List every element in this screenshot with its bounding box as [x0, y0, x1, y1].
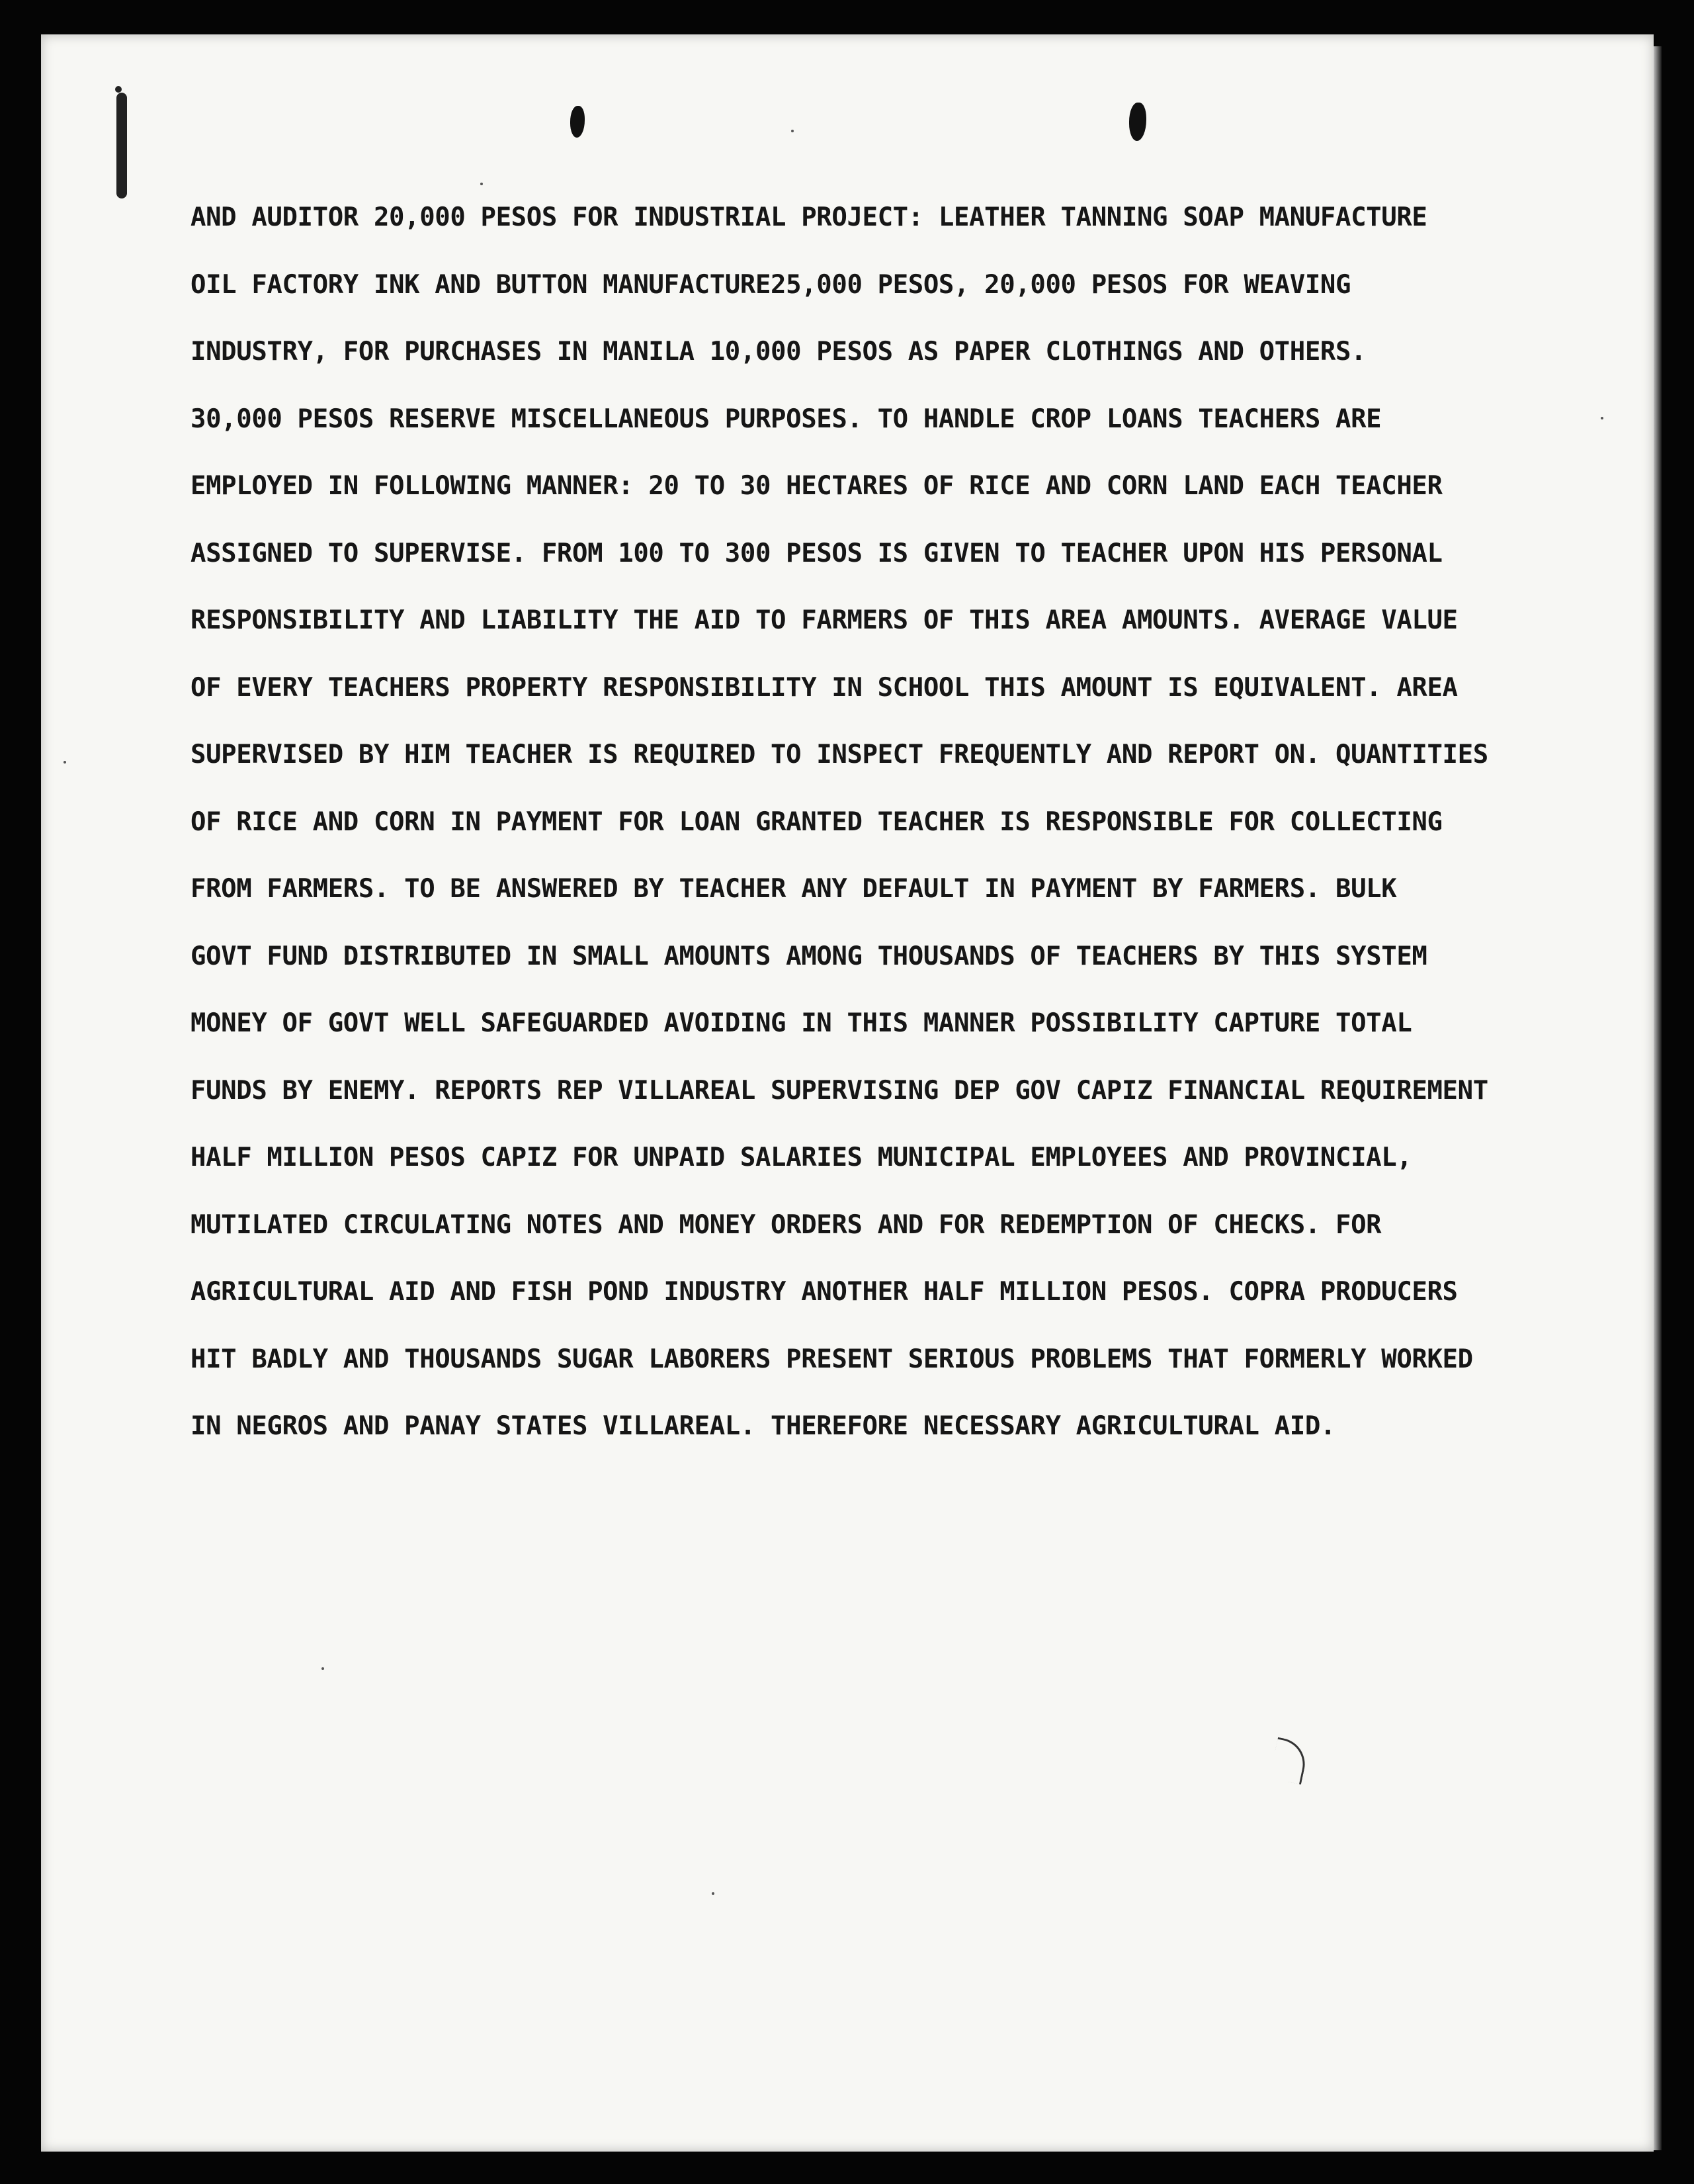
- text-line: MUTILATED CIRCULATING NOTES AND MONEY ORDERS AND FOR REDEMPTION OF CHECKS. FOR: [191, 1209, 1382, 1240]
- text-line: OF RICE AND CORN IN PAYMENT FOR LOAN GRANTED TEACHER IS RESPONSIBLE FOR COLLECTING: [191, 807, 1443, 837]
- text-line: AND AUDITOR 20,000 PESOS FOR INDUSTRIAL PROJECT: LEATHER TANNING SOAP MANUFACTURE: [191, 202, 1427, 232]
- paper-speck: [321, 1667, 324, 1670]
- text-line: ASSIGNED TO SUPERVISE. FROM 100 TO 300 PESOS IS GIVEN TO TEACHER UPON HIS PERSONAL: [191, 538, 1443, 568]
- text-line: RESPONSIBILITY AND LIABILITY THE AID TO FARMERS OF THIS AREA AMOUNTS. AVERAGE VALUE: [191, 605, 1458, 635]
- text-line: FUNDS BY ENEMY. REPORTS REP VILLAREAL SUPERVISING DEP GOV CAPIZ FINANCIAL REQUIREMENT: [191, 1075, 1488, 1106]
- text-line: OF EVERY TEACHERS PROPERTY RESPONSIBILITY IN SCHOOL THIS AMOUNT IS EQUIVALENT. AREA: [191, 672, 1458, 703]
- text-line: OIL FACTORY INK AND BUTTON MANUFACTURE25,000 PESOS, 20,000 PESOS FOR WEAVING: [191, 269, 1351, 300]
- typed-body-text: [191, 197, 1646, 1473]
- binder-clip-mark: [116, 93, 127, 198]
- binder-dot-mark: [115, 86, 122, 93]
- text-line: HIT BADLY AND THOUSANDS SUGAR LABORERS PRESENT SERIOUS PROBLEMS THAT FORMERLY WORKED: [191, 1344, 1473, 1374]
- text-line: INDUSTRY, FOR PURCHASES IN MANILA 10,000 PESOS AS PAPER CLOTHINGS AND OTHERS.: [191, 337, 1367, 367]
- text-line: HALF MILLION PESOS CAPIZ FOR UNPAID SALARIES MUNICIPAL EMPLOYEES AND PROVINCIAL,: [191, 1143, 1412, 1172]
- text-line: 30,000 PESOS RESERVE MISCELLANEOUS PURPOSES. TO HANDLE CROP LOANS TEACHERS ARE: [191, 404, 1382, 434]
- paper-speck: [64, 761, 66, 764]
- text-line: SUPERVISED BY HIM TEACHER IS REQUIRED TO INSPECT FREQUENTLY AND REPORT ON. QUANTITIES: [191, 740, 1488, 769]
- paper-speck: [712, 1892, 714, 1895]
- text-line: FROM FARMERS. TO BE ANSWERED BY TEACHER ANY DEFAULT IN PAYMENT BY FARMERS. BULK: [191, 874, 1397, 904]
- text-line: MONEY OF GOVT WELL SAFEGUARDED AVOIDING IN THIS MANNER POSSIBILITY CAPTURE TOTAL: [191, 1008, 1412, 1038]
- paper-speck: [480, 183, 483, 185]
- page-edge-shadow: [1654, 46, 1662, 2150]
- text-line: EMPLOYED IN FOLLOWING MANNER: 20 TO 30 HECTARES OF RICE AND CORN LAND EACH TEACHER: [191, 471, 1443, 501]
- text-line: AGRICULTURAL AID AND FISH POND INDUSTRY ANOTHER HALF MILLION PESOS. COPRA PRODUCERS: [191, 1277, 1458, 1307]
- text-line: IN NEGROS AND PANAY STATES VILLAREAL. THEREFORE NECESSARY AGRICULTURAL AID.: [191, 1411, 1335, 1441]
- paper-speck: [791, 130, 794, 132]
- text-line: GOVT FUND DISTRIBUTED IN SMALL AMOUNTS AMONG THOUSANDS OF TEACHERS BY THIS SYSTEM: [191, 941, 1427, 971]
